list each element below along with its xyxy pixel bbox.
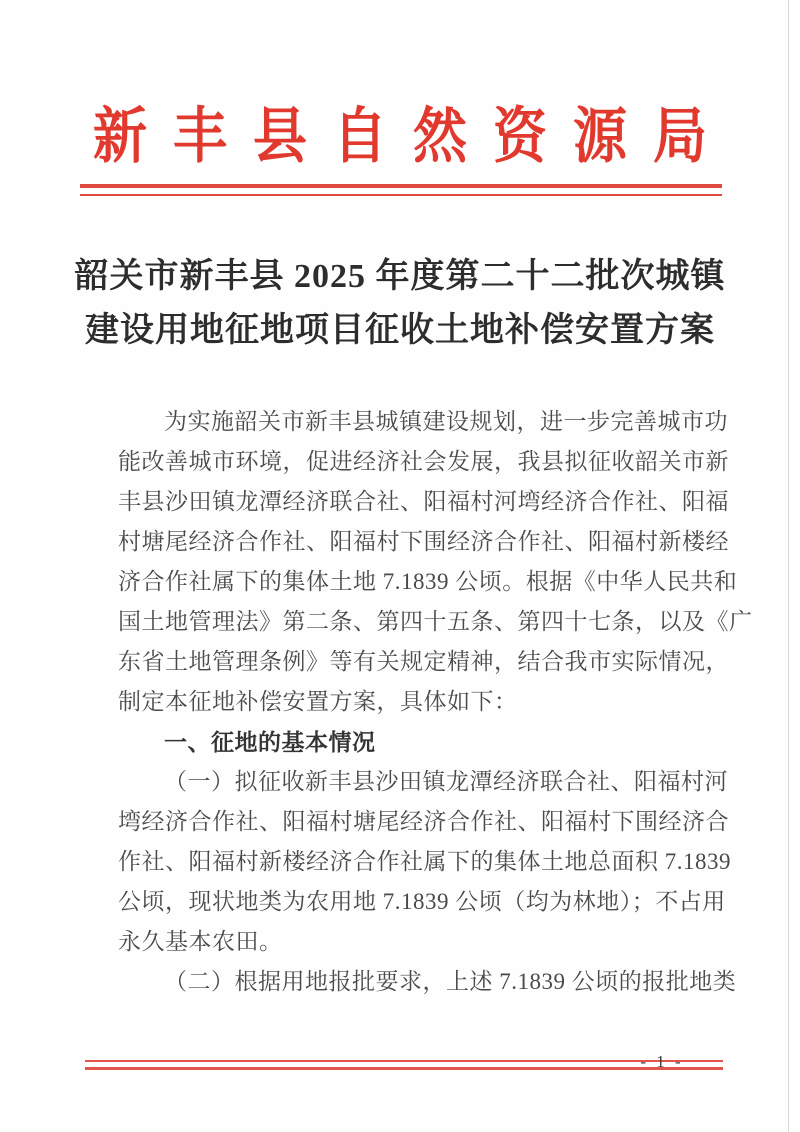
body-line: （一）拟征收新丰县沙田镇龙潭经济联合社、阳福村河 [164, 769, 728, 794]
body-line: 丰县沙田镇龙潭经济联合社、阳福村河塆经济合作社、阳福 [118, 489, 729, 514]
body-line: 为实施韶关市新丰县城镇建设规划，进一步完善城市功 [164, 409, 728, 434]
body-line: 东省土地管理条例》等有关规定精神，结合我市实际情况， [118, 649, 729, 674]
footer-rule-bottom [85, 1067, 723, 1070]
body-line: 作社、阳福村新楼经济合作社属下的集体土地总面积 7.1839 [118, 849, 731, 874]
body-line: 塆经济合作社、阳福村塘尾经济合作社、阳福村下围经济合 [118, 809, 729, 834]
letterhead-rule-thick [80, 184, 722, 188]
document-title-line-2: 建设用地征地项目征收土地补偿安置方案 [85, 312, 715, 349]
body-line: 永久基本农田。 [118, 929, 283, 954]
body-line: 国土地管理法》第二条、第四十五条、第四十七条，以及《广 [118, 609, 753, 634]
page-number: - 1 - [640, 1052, 684, 1071]
body-line: 能改善城市环境，促进经济社会发展，我县拟征收韶关市新 [118, 449, 729, 474]
body-line: 村塘尾经济合作社、阳福村下围经济合作社、阳福村新楼经 [118, 529, 729, 554]
body-line: （二）根据用地报批要求，上述 7.1839 公顷的报批地类 [164, 969, 737, 994]
body-line: 制定本征地补偿安置方案，具体如下： [118, 689, 518, 714]
scan-edge-artifact [788, 0, 789, 1132]
document-title [60, 250, 740, 358]
section-heading: 一、征地的基本情况 [164, 729, 376, 755]
document-title-line-1: 韶关市新丰县 2025 年度第二十二批次城镇 [74, 258, 726, 295]
footer-rule-top [85, 1060, 723, 1062]
letterhead-rule-thin [80, 194, 722, 196]
document-body [118, 402, 753, 1002]
body-line: 公顷，现状地类为农用地 7.1839 公顷（均为林地）；不占用 [118, 889, 726, 914]
letterhead-agency-name: 新丰县自然资源局 [93, 102, 733, 170]
body-line: 济合作社属下的集体土地 7.1839 公顷。根据《中华人民共和 [118, 569, 738, 594]
